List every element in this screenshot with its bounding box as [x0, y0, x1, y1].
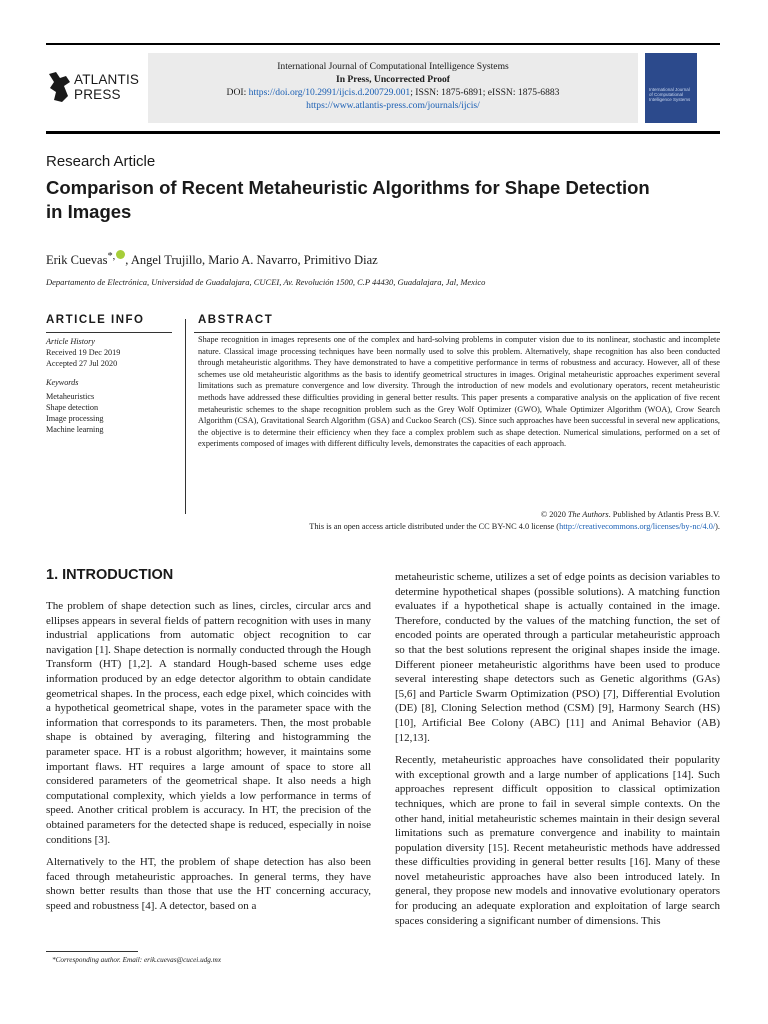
journal-name: International Journal of Computational Intelligence Systems [277, 61, 509, 72]
proof-status: In Press, Uncorrected Proof [335, 74, 451, 85]
license-link[interactable]: http://creativecommons.org/licenses/by-nc/4.0/ [559, 522, 716, 531]
license-line [309, 521, 720, 533]
introduction-heading: 1. INTRODUCTION [46, 567, 174, 583]
keywords-label: Keywords [46, 378, 79, 387]
body-column-left [46, 599, 371, 921]
license-close: ). [715, 522, 720, 531]
history-label: Article History [46, 337, 95, 346]
body-paragraph: Recently, metaheuristic approaches have consolidated their popularity with exceptional growth and a large number of applications [14]. Such approaches represent difficult opposition to classical optimization techniques, which are prone to fail in several simple contexts. On the other hand, initial metaheuristic schemes maintain in their design several limitations such as premature convergence and inability to maintain population diversity [15]. Recent metaheuristic methods have addressed these difficulties providing in general better results [16]. Many of these novel metaheuristic approaches have also been introduced lately. In general, they propose new models and innovative evolutionary operators for producing an adequate exploration and exploitation of large search spaces considering a significant number of dimensions. This [395, 754, 720, 927]
body-paragraph: The problem of shape detection such as lines, circles, circular arcs and ellipses appears in several fields of pattern recognition with uses in many industrial applications from automatic object recognition to car navigation [1]. Shape detection is normally conducted through the Hough Transform (HT) [1,2]. A standard Hough-based scheme uses edge information produced by an edge detector algorithm to obtain candidate geometrical shapes. In the process, each edge pixel, which coincides with a hypothetical geometrical shape, votes in the parameter space with the information that corresponds to its parameters. Then, the most probable shape is obtained by averaging, filtering and histogramming the parameter space. HT is a robust algorithm; however, it maintains some important flaws. HT requires a large amount of space to store all considered parameters of the geometrical shape. It also needs a high computational complexity, which yields a low performance in terms of speed. Another critical problem is accuracy. In HT, the precision of the obtained parameters for the detected shape is reduced, especially in noise conditions [3]. [46, 600, 371, 846]
body-paragraph: metaheuristic scheme, utilizes a set of edge points as decision variables to determine hypothetical shapes (possible solutions). A matching function evaluates if a hypothetical shape is actually contained in the image. Therefore, conducted by the values of the matching function, the set of encoded points are operated through a particular metaheuristic approach so that the best solutions represent the original shapes inside the image. Different pioneer metaheuristic algorithms have been used to produce several interesting shape detectors such as Genetic algorithms (GAs) [5,6] and Particle Swarm Optimization (PSO) [7], Differential Evolution (DE) [8], Cloning Selection method (CSM) [9], Harmony Search (HS) [10], Artificial Bee Colony (ABC) [11] and Animal Behavior (AB) [12,13]. [395, 571, 721, 744]
body-paragraph: Alternatively to the HT, the problem of shape detection has also been faced through metaheuristic approaches. In general terms, they have shown better results than those that use the HT concerning accuracy, speed and robustness [4]. A detector, based on a [46, 856, 371, 912]
accepted-date: Accepted 27 Jul 2020 [46, 359, 118, 368]
article-info-heading: ARTICLE INFO [46, 314, 145, 326]
journal-cover-thumbnail [645, 53, 697, 123]
affiliation: Departamento de Electrónica, Universidad de Guadalajara, CUCEI, Av. Revolución 1500, C.P 44430, Guadalajara, Jal, Mexico [46, 277, 486, 287]
copyright-year: © 2020 [540, 510, 568, 519]
copyright-line [309, 509, 720, 521]
atlantis-figure-icon [46, 70, 72, 104]
header-rule [46, 131, 720, 134]
publisher-line1: ATLANTIS [74, 72, 140, 87]
article-info-panel [46, 336, 181, 435]
journal-info-box [148, 53, 638, 123]
license-text: This is an open access article distributed under the CC BY-NC 4.0 license ( [309, 522, 560, 531]
keyword-item: Image processing [46, 414, 104, 423]
doi-link[interactable]: https://doi.org/10.2991/ijcis.d.200729.001 [248, 87, 411, 98]
corresponding-author-footnote: *Corresponding author. Email: erik.cuevas@cucei.udg.mx [52, 956, 222, 964]
other-authors: , Angel Trujillo, Mario A. Navarro, Primitivo Diaz [125, 253, 378, 268]
article-title: Comparison of Recent Metaheuristic Algorithms for Shape Detection in Images [46, 177, 650, 222]
abstract-text: Shape recognition in images represents one of the complex and hard-solving problems in computer vision due to its nonlinear, stochastic and incomplete nature. Classical image processing techniques have been normally used to solve this problem. Alternatively, shape recognition has also been conducted through metaheuristic algorithms. They have demonstrated to have a competitive performance in terms of robustness and accuracy. However, all of these schemes use old metaheuristic algorithms as the basis to identify geometrical structures in images. Original metaheuristic approaches experiment several limitations such as premature convergence and low diversity. Through the introduction of new models and evolutionary operators, recent metaheuristic methods have addressed these difficulties providing in general better results. This paper presents a comparative analysis on the application of five recent metaheuristic schemes to the shape recognition problem such as the Grey Wolf Optimizer (GWO), Whale Optimizer Algorithm (WOA), Crow Search Algorithm (CSA), Gravitational Search Algorithm (GSA) and Cuckoo Search (CS). Since such approaches have been successful in several new applications, the objective is to determine their efficiency when they face a complex problem such as shape detection. Numerical simulations, performed on a set of experiments composed of images with different difficulty levels, demonstrates the capacities of each approach. [198, 335, 720, 449]
keyword-item: Machine learning [46, 425, 104, 434]
copyright-block [309, 509, 720, 533]
issn: ; ISSN: 1875-6891; eISSN: 1875-6883 [410, 87, 560, 98]
abstract-heading: ABSTRACT [198, 314, 274, 326]
footnote-rule [46, 951, 138, 952]
doi-line [148, 86, 638, 99]
keyword-item: Metaheuristics [46, 392, 95, 401]
cover-title: International Journal of Computational Intelligence Systems [649, 87, 691, 102]
publisher-name [74, 72, 139, 102]
abstract-rule [194, 332, 720, 333]
author-list [46, 250, 378, 268]
received-date: Received 19 Dec 2019 [46, 348, 121, 357]
copyright-authors: The Authors [567, 510, 609, 519]
corresponding-mark: *, [107, 251, 116, 262]
publisher-line2: PRESS [74, 87, 121, 102]
copyright-publisher: . Published by Atlantis Press B.V. [608, 510, 720, 519]
keyword-item: Shape detection [46, 403, 99, 412]
atlantis-press-logo[interactable] [46, 70, 142, 106]
abstract-divider [185, 319, 186, 514]
first-author: Erik Cuevas [46, 253, 108, 268]
top-rule [46, 43, 720, 45]
journal-url-link[interactable]: https://www.atlantis-press.com/journals/ijcis/ [306, 100, 480, 111]
article-type: Research Article [46, 153, 156, 170]
doi-label: DOI: [226, 87, 249, 98]
orcid-icon[interactable] [116, 250, 125, 259]
article-info-rule [46, 332, 172, 333]
body-column-right [395, 570, 720, 936]
